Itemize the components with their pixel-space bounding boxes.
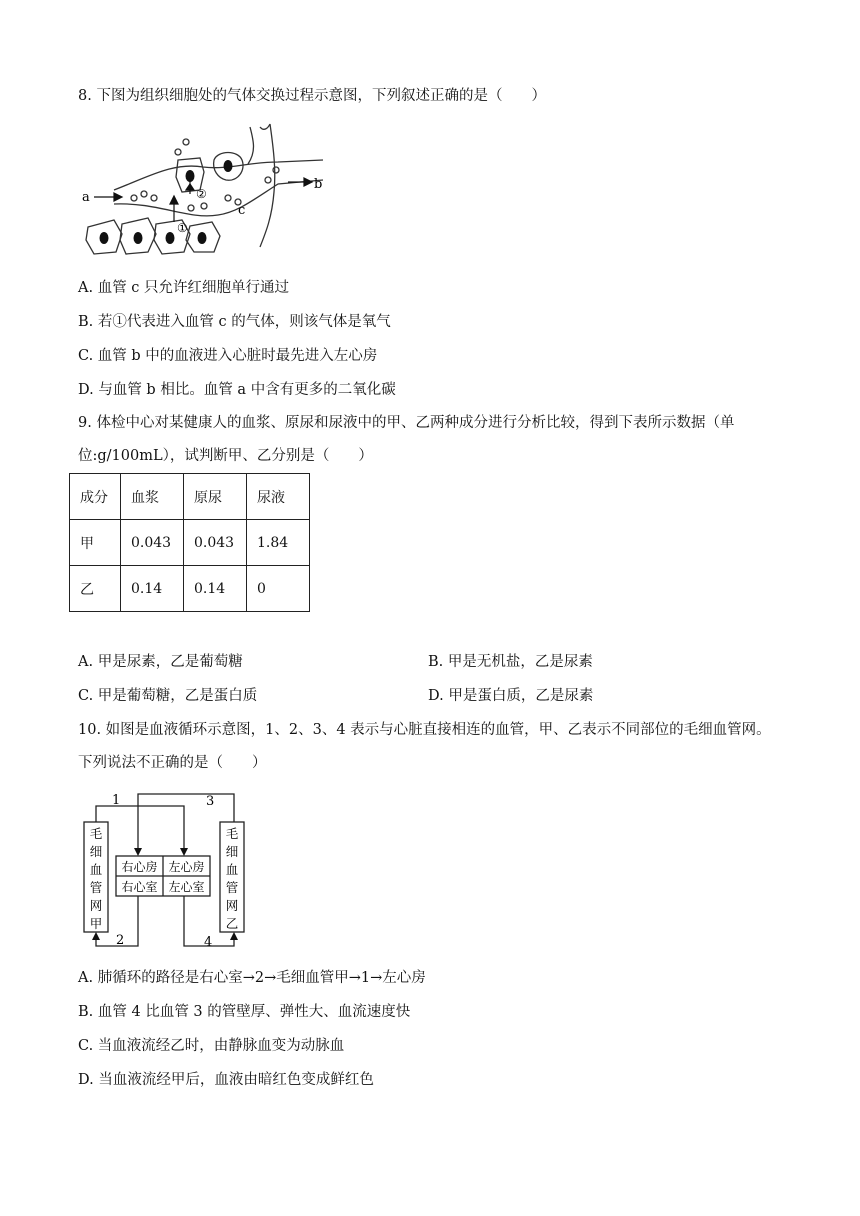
label-two: ②	[196, 187, 207, 201]
left-net-char: 毛	[89, 826, 103, 841]
q8-option-b[interactable]: B. 若①代表进入血管 c 的气体，则该气体是氧气	[78, 314, 391, 330]
q10-option-a[interactable]: A. 肺循环的路径是右心室→2→毛细血管甲→1→左心房	[78, 970, 426, 986]
right-net-char: 网	[225, 898, 239, 913]
gas-exchange-figure	[78, 122, 338, 262]
vessel-3-label: 3	[206, 794, 215, 809]
table-cell: 1.84	[247, 520, 310, 566]
table-cell: 0.14	[184, 566, 247, 612]
vessel-2-label: 2	[116, 933, 125, 948]
q9-option-d[interactable]: D. 甲是蛋白质，乙是尿素	[428, 688, 594, 704]
right-atrium-label: 右心房	[121, 860, 158, 874]
right-ventricle-label: 右心室	[121, 880, 158, 894]
q10-option-b[interactable]: B. 血管 4 比血管 3 的管壁厚、弹性大、血流速度快	[78, 1004, 411, 1020]
left-net-char: 细	[89, 844, 103, 859]
right-net-char: 管	[225, 880, 239, 895]
q9-option-c[interactable]: C. 甲是葡萄糖，乙是蛋白质	[78, 688, 258, 704]
table-cell: 甲	[70, 520, 121, 566]
left-ventricle-label: 左心室	[168, 880, 205, 894]
q8-stem: 8. 下图为组织细胞处的气体交换过程示意图，下列叙述正确的是（ ）	[78, 88, 546, 104]
q10-option-c[interactable]: C. 当血液流经乙时，由静脉血变为动脉血	[78, 1038, 345, 1054]
table-header-row	[70, 474, 310, 520]
blood-circulation-figure	[78, 790, 268, 960]
vessel-4-label: 4	[204, 935, 213, 950]
left-net-char: 网	[89, 898, 103, 913]
q8-option-d[interactable]: D. 与血管 b 相比。血管 a 中含有更多的二氧化碳	[78, 382, 396, 398]
q9-option-a[interactable]: A. 甲是尿素，乙是葡萄糖	[78, 654, 243, 670]
table-cell: 0.043	[121, 520, 184, 566]
right-net-char: 毛	[225, 826, 239, 841]
right-net-char: 乙	[225, 916, 239, 931]
right-net-char: 血	[225, 862, 239, 877]
left-net-char: 血	[89, 862, 103, 877]
table-header-cell: 尿液	[247, 474, 310, 520]
q8-option-a[interactable]: A. 血管 c 只允许红细胞单行通过	[78, 280, 290, 296]
table-header-cell: 原尿	[184, 474, 247, 520]
table-header-cell: 血浆	[121, 474, 184, 520]
table-cell: 0	[247, 566, 310, 612]
vessel-b-label: b	[314, 177, 323, 192]
q9-stem-line2: 位:g/100mL），试判断甲、乙分别是（ ）	[78, 448, 373, 464]
q10-option-d[interactable]: D. 当血液流经甲后，血液由暗红色变成鲜红色	[78, 1072, 374, 1088]
q8-option-c[interactable]: C. 血管 b 中的血液进入心脏时最先进入左心房	[78, 348, 378, 364]
left-atrium-label: 左心房	[168, 860, 205, 874]
table-row	[70, 566, 310, 612]
table-cell: 0.043	[184, 520, 247, 566]
table-cell: 0.14	[121, 566, 184, 612]
label-one: ①	[177, 221, 188, 235]
q9-data-table	[69, 473, 310, 612]
left-net-char: 管	[89, 880, 103, 895]
q10-stem-line2: 下列说法不正确的是（ ）	[78, 755, 267, 771]
vessel-c-label: c	[238, 203, 246, 218]
table-row	[70, 520, 310, 566]
table-header-cell: 成分	[70, 474, 121, 520]
q10-stem-line1: 10. 如图是血液循环示意图，1、2、3、4 表示与心脏直接相连的血管，甲、乙表示不同部位的毛细血管网。	[78, 722, 771, 738]
right-net-char: 细	[225, 844, 239, 859]
q9-stem-line1: 9. 体检中心对某健康人的血浆、原尿和尿液中的甲、乙两种成分进行分析比较，得到下表所示数据（单	[78, 415, 735, 431]
left-net-char: 甲	[89, 916, 103, 931]
table-cell: 乙	[70, 566, 121, 612]
vessel-a-label: a	[82, 190, 90, 205]
vessel-1-label: 1	[112, 793, 121, 808]
q9-option-b[interactable]: B. 甲是无机盐，乙是尿素	[428, 654, 593, 670]
